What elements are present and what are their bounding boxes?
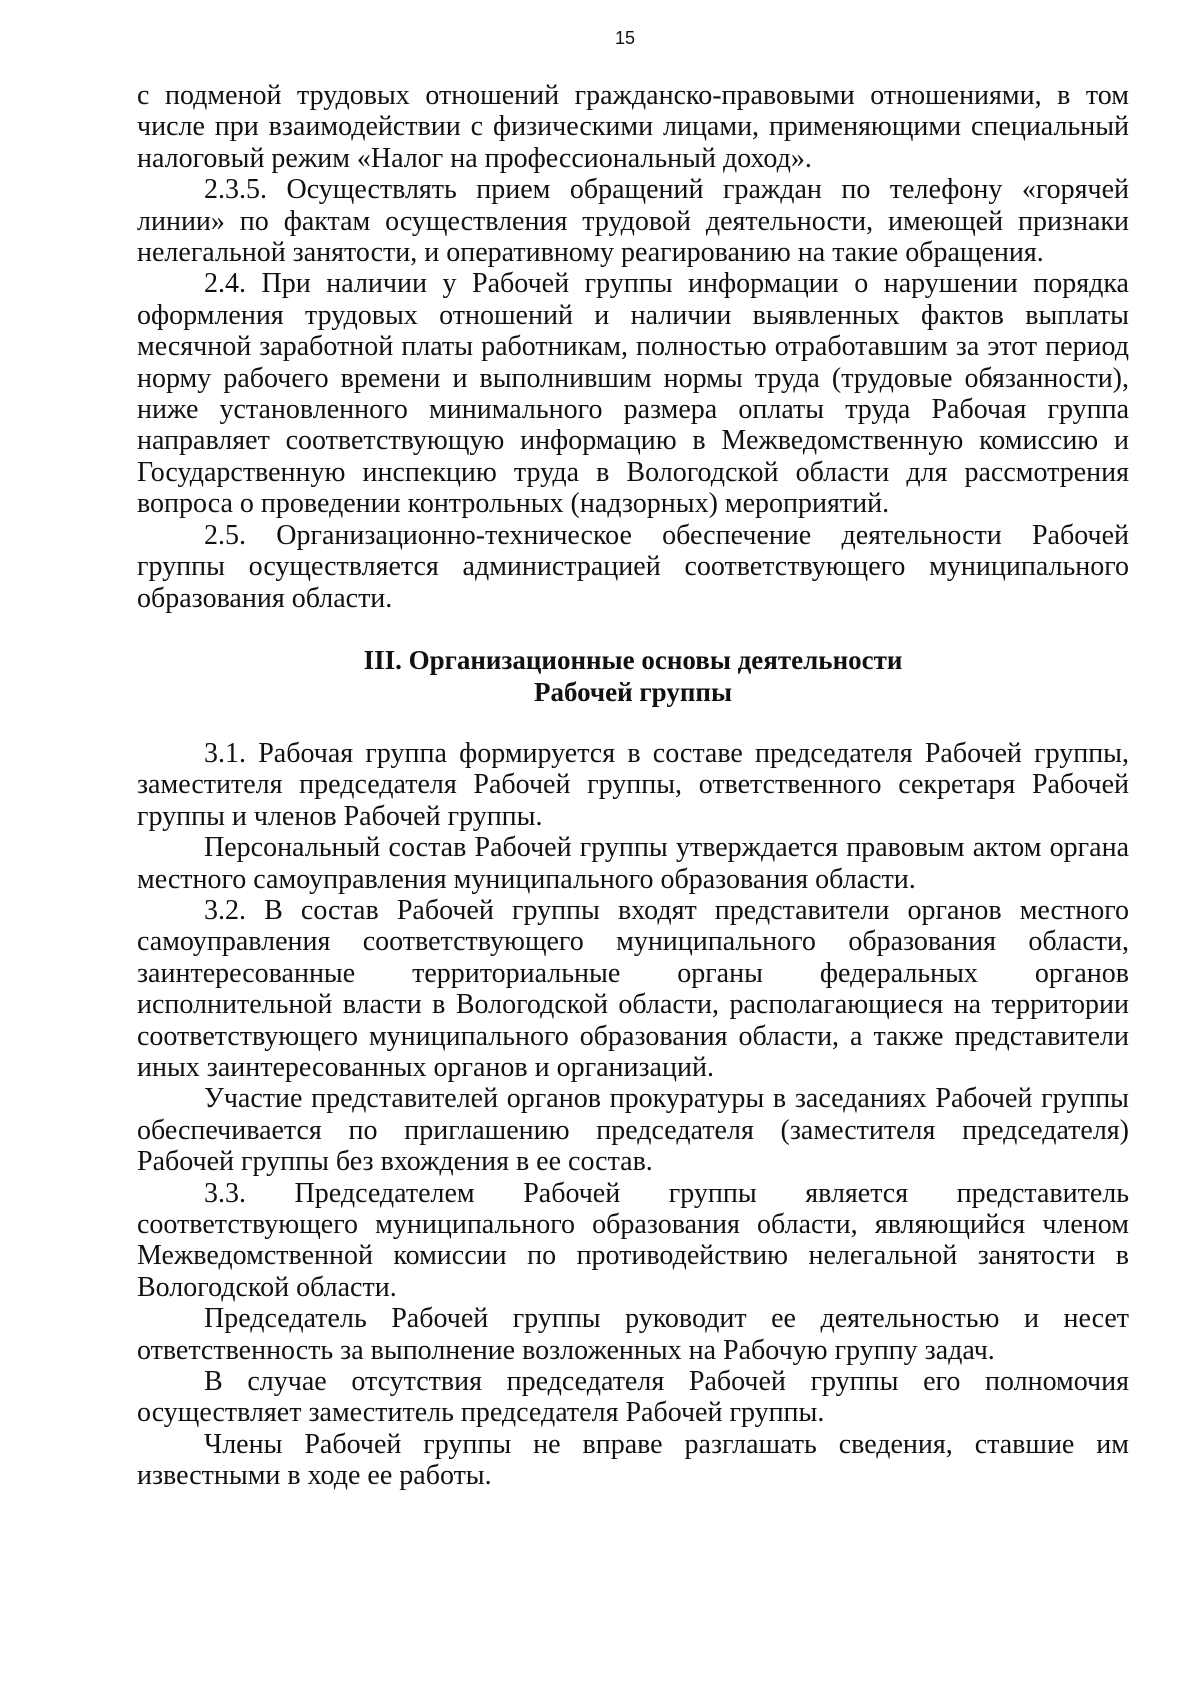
section-heading: [137, 644, 1129, 708]
section-title-line-2: Рабочей группы: [533, 676, 733, 707]
paragraph-deputy-authority: В случае отсутствия председателя Рабочей группы его полномочия осуществляет заместитель председателя Рабочей группы.: [137, 1366, 1129, 1429]
paragraph-continued: с подменой трудовых отношений гражданско-правовыми отношениями, в том числе при взаимодействии с физическими лицами, применяющими специальный налоговый режим «Налог на профессиональный доход».: [137, 80, 1129, 174]
paragraph-2-5: 2.5. Организационно-техническое обеспечение деятельности Рабочей группы осуществляется администрацией соответствующего муниципального образования области.: [137, 519, 1129, 614]
paragraph-prosecutor-participation: Участие представителей органов прокуратуры в заседаниях Рабочей группы обеспечивается по приглашению председателя (заместителя председателя) Рабочей группы без вхождения в ее состав.: [137, 1083, 1129, 1178]
section-title-line-1: III. Организационные основы деятельности: [363, 644, 903, 675]
paragraph-3-1: 3.1. Рабочая группа формируется в составе председателя Рабочей группы, заместителя председателя Рабочей группы, ответственного секретаря Рабочей группы и членов Рабочей группы.: [137, 737, 1129, 832]
page-number: 15: [614, 28, 636, 48]
paragraph-3-3: 3.3. Председателем Рабочей группы является представитель соответствующего муниципального образования области, являющийся членом Межведомственной комиссии по противодействию нелегальной занятости в Вологодской области.: [137, 1177, 1129, 1303]
paragraph-confidentiality: Члены Рабочей группы не вправе разглашать сведения, ставшие им известными в ходе ее работы.: [137, 1428, 1129, 1492]
paragraph-2-3-5: 2.3.5. Осуществлять прием обращений граждан по телефону «горячей линии» по фактам осуществления трудовой деятельности, имеющей признаки нелегальной занятости, и оперативному реагированию на такие обращения.: [137, 174, 1129, 269]
document-body: [137, 80, 1129, 1492]
paragraph-3-2: 3.2. В состав Рабочей группы входят представители органов местного самоуправления соответствующего муниципального образования области, заинтересованные территориальные органы федеральных органов исполнительной власти в Вологодской области, располагающиеся на территории соответствующего муниципального образования области, а также представители иных заинтересованных органов и организаций.: [137, 894, 1129, 1083]
paragraph-2-4: 2.4. При наличии у Рабочей группы информации о нарушении порядка оформления трудовых отношений и наличии выявленных фактов выплаты месячной заработной платы работникам, полностью отработавшим за этот период норму рабочего времени и выполнившим нормы труда (трудовые обязанности), ниже установленного минимального размера оплаты труда Рабочая группа направляет соответствующую информацию в Межведомственную комиссию и Государственную инспекцию труда в Вологодской области для рассмотрения вопроса о проведении контрольных (надзорных) мероприятий.: [137, 268, 1129, 520]
paragraph-personal-composition: Персональный состав Рабочей группы утверждается правовым актом органа местного самоуправления муниципального образования области.: [137, 832, 1129, 895]
paragraph-chairman-duties: Председатель Рабочей группы руководит ее деятельностью и несет ответственность за выполнение возложенных на Рабочую группу задач.: [137, 1303, 1129, 1366]
